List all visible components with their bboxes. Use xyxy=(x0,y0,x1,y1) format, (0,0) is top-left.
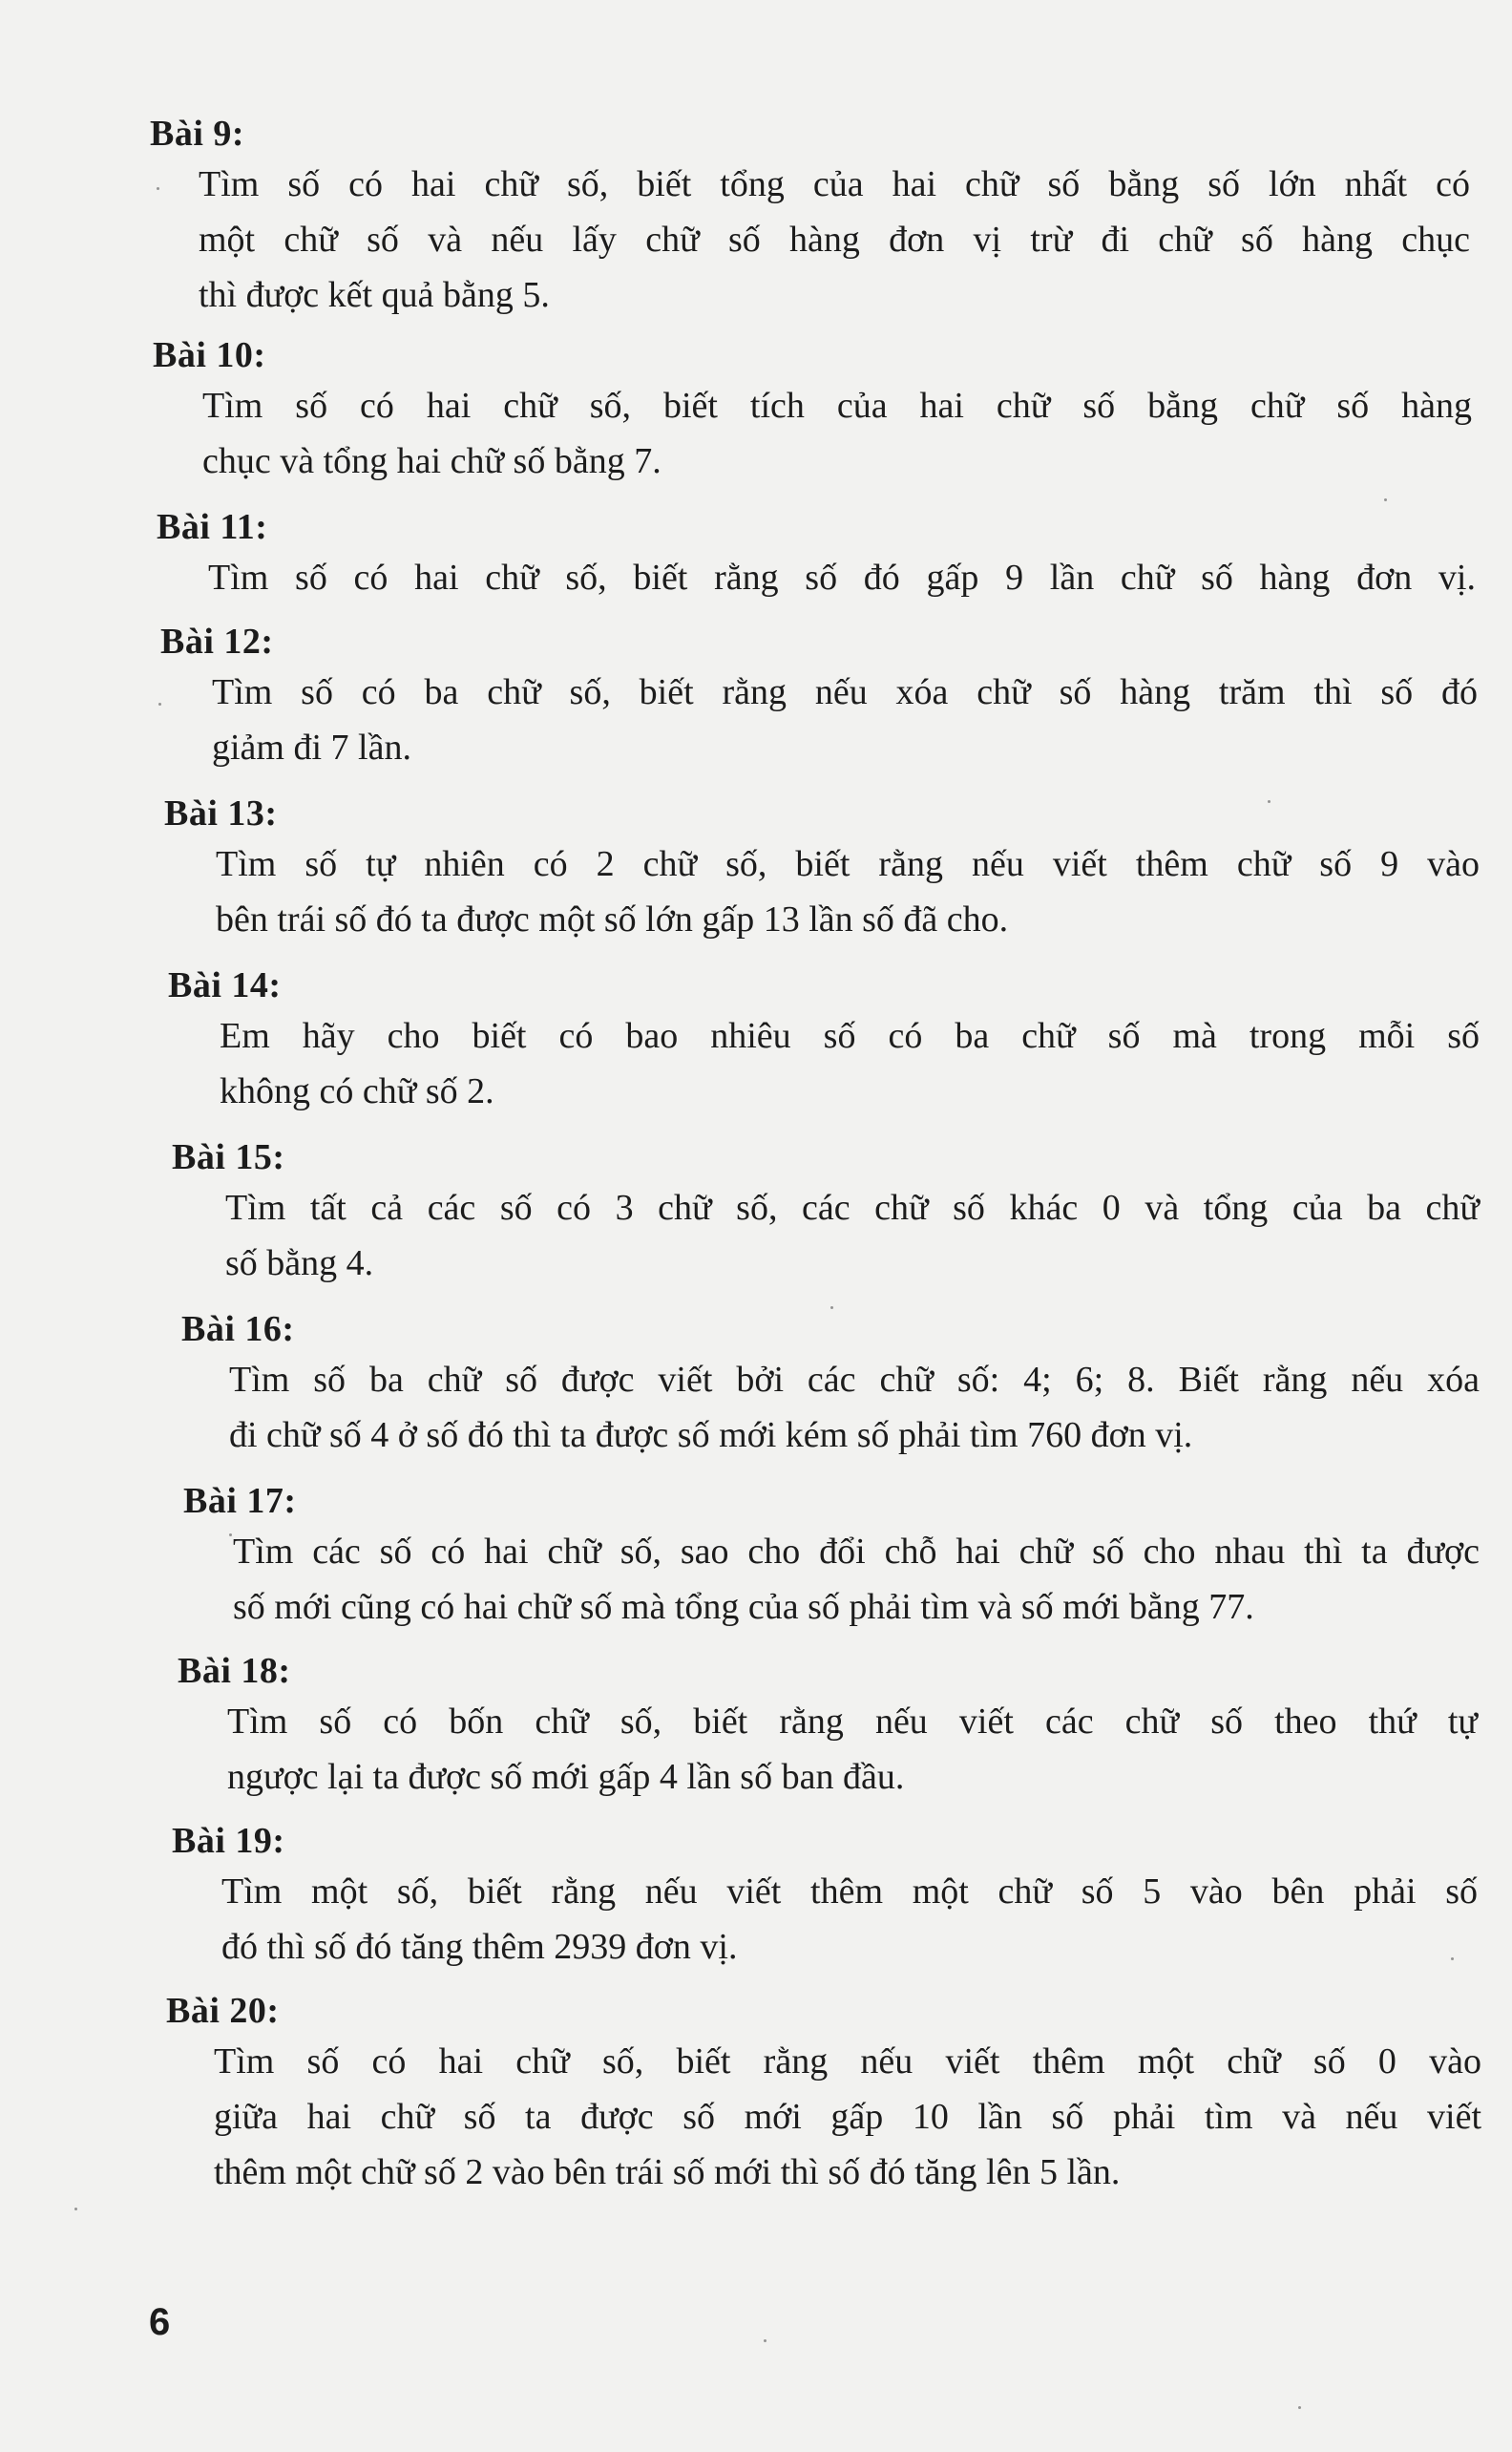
problem-16-line-2: đi chữ số 4 ở số đó thì ta được số mới kém số phải tìm 760 đơn vị. xyxy=(229,1415,1193,1455)
problem-15-title: Bài 15: xyxy=(172,1137,285,1177)
problem-14-title: Bài 14: xyxy=(168,965,282,1005)
problem-14-text xyxy=(220,1008,1480,1119)
problem-9-line-2: một chữ số và nếu lấy chữ số hàng đơn vị trừ đi chữ số hàng chục xyxy=(199,220,1470,260)
problem-13-line-2: bên trái số đó ta được một số lớn gấp 13 lần số đã cho. xyxy=(216,899,1009,940)
problem-15-line-2: số bằng 4. xyxy=(225,1243,374,1283)
problem-11-line-1: Tìm số có hai chữ số, biết rằng số đó gấp 9 lần chữ số hàng đơn vị. xyxy=(208,558,1476,598)
problem-16-text xyxy=(229,1352,1480,1463)
scan-speck xyxy=(764,2339,766,2342)
scan-speck xyxy=(229,1533,232,1536)
scan-speck xyxy=(157,187,159,190)
problem-9-line-3: thì được kết quả bằng 5. xyxy=(199,275,550,315)
problem-19-title: Bài 19: xyxy=(172,1821,285,1861)
problem-10-title: Bài 10: xyxy=(153,335,266,375)
problem-18-line-1: Tìm số có bốn chữ số, biết rằng nếu viết các chữ số theo thứ tự xyxy=(227,1702,1478,1742)
page-number: 6 xyxy=(149,2301,171,2343)
problem-12-title: Bài 12: xyxy=(160,622,274,662)
problem-16-title: Bài 16: xyxy=(181,1309,295,1349)
scan-speck xyxy=(1384,498,1387,501)
problem-17-line-2: số mới cũng có hai chữ số mà tổng của số phải tìm và số mới bằng 77. xyxy=(233,1587,1254,1627)
problem-17-title: Bài 17: xyxy=(183,1481,297,1521)
problem-14-line-1: Em hãy cho biết có bao nhiêu số có ba chữ số mà trong mỗi số xyxy=(220,1016,1480,1056)
problem-17-line-1: Tìm các số có hai chữ số, sao cho đổi chỗ hai chữ số cho nhau thì ta được xyxy=(233,1532,1480,1572)
scan-speck xyxy=(830,1306,833,1309)
problem-17-text xyxy=(233,1524,1480,1635)
problem-11-text xyxy=(208,550,1476,605)
problem-13-text xyxy=(216,836,1480,947)
problem-20-text xyxy=(214,2034,1481,2200)
problem-9-line-1: Tìm số có hai chữ số, biết tổng của hai chữ số bằng số lớn nhất có xyxy=(199,164,1470,204)
problem-11-title: Bài 11: xyxy=(157,507,268,547)
problem-20-line-1: Tìm số có hai chữ số, biết rằng nếu viết thêm một chữ số 0 vào xyxy=(214,2041,1481,2082)
problem-9-text xyxy=(199,157,1470,323)
problem-14-line-2: không có chữ số 2. xyxy=(220,1071,494,1111)
problem-18-title: Bài 18: xyxy=(178,1651,291,1691)
problem-19-line-2: đó thì số đó tăng thêm 2939 đơn vị. xyxy=(221,1927,738,1967)
scan-speck xyxy=(74,2208,77,2210)
problem-20-line-3: thêm một chữ số 2 vào bên trái số mới thì số đó tăng lên 5 lần. xyxy=(214,2152,1121,2192)
problem-13-line-1: Tìm số tự nhiên có 2 chữ số, biết rằng nếu viết thêm chữ số 9 vào xyxy=(216,844,1480,884)
problem-10-line-1: Tìm số có hai chữ số, biết tích của hai chữ số bằng chữ số hàng xyxy=(202,386,1472,426)
problem-9-title: Bài 9: xyxy=(150,114,245,154)
problem-18-text xyxy=(227,1694,1478,1805)
scan-speck xyxy=(1268,800,1270,803)
problem-19-text xyxy=(221,1864,1478,1975)
problem-16-line-1: Tìm số ba chữ số được viết bởi các chữ số: 4; 6; 8. Biết rằng nếu xóa xyxy=(229,1360,1480,1400)
scan-speck xyxy=(158,703,161,706)
problem-12-text xyxy=(212,665,1478,775)
scan-speck xyxy=(1451,1957,1454,1960)
problem-20-title: Bài 20: xyxy=(166,1991,280,2031)
problem-18-line-2: ngược lại ta được số mới gấp 4 lần số ban đầu. xyxy=(227,1757,905,1797)
problem-12-line-1: Tìm số có ba chữ số, biết rằng nếu xóa chữ số hàng trăm thì số đó xyxy=(212,672,1478,712)
problem-12-line-2: giảm đi 7 lần. xyxy=(212,728,411,768)
problem-10-text xyxy=(202,378,1472,489)
scan-speck xyxy=(1298,2406,1301,2409)
problem-13-title: Bài 13: xyxy=(164,793,278,834)
problem-15-line-1: Tìm tất cả các số có 3 chữ số, các chữ số khác 0 và tổng của ba chữ xyxy=(225,1188,1480,1228)
problem-10-line-2: chục và tổng hai chữ số bằng 7. xyxy=(202,441,662,481)
problem-19-line-1: Tìm một số, biết rằng nếu viết thêm một chữ số 5 vào bên phải số xyxy=(221,1871,1478,1912)
problem-15-text xyxy=(225,1180,1480,1291)
problem-20-line-2: giữa hai chữ số ta được số mới gấp 10 lần số phải tìm và nếu viết xyxy=(214,2097,1481,2137)
